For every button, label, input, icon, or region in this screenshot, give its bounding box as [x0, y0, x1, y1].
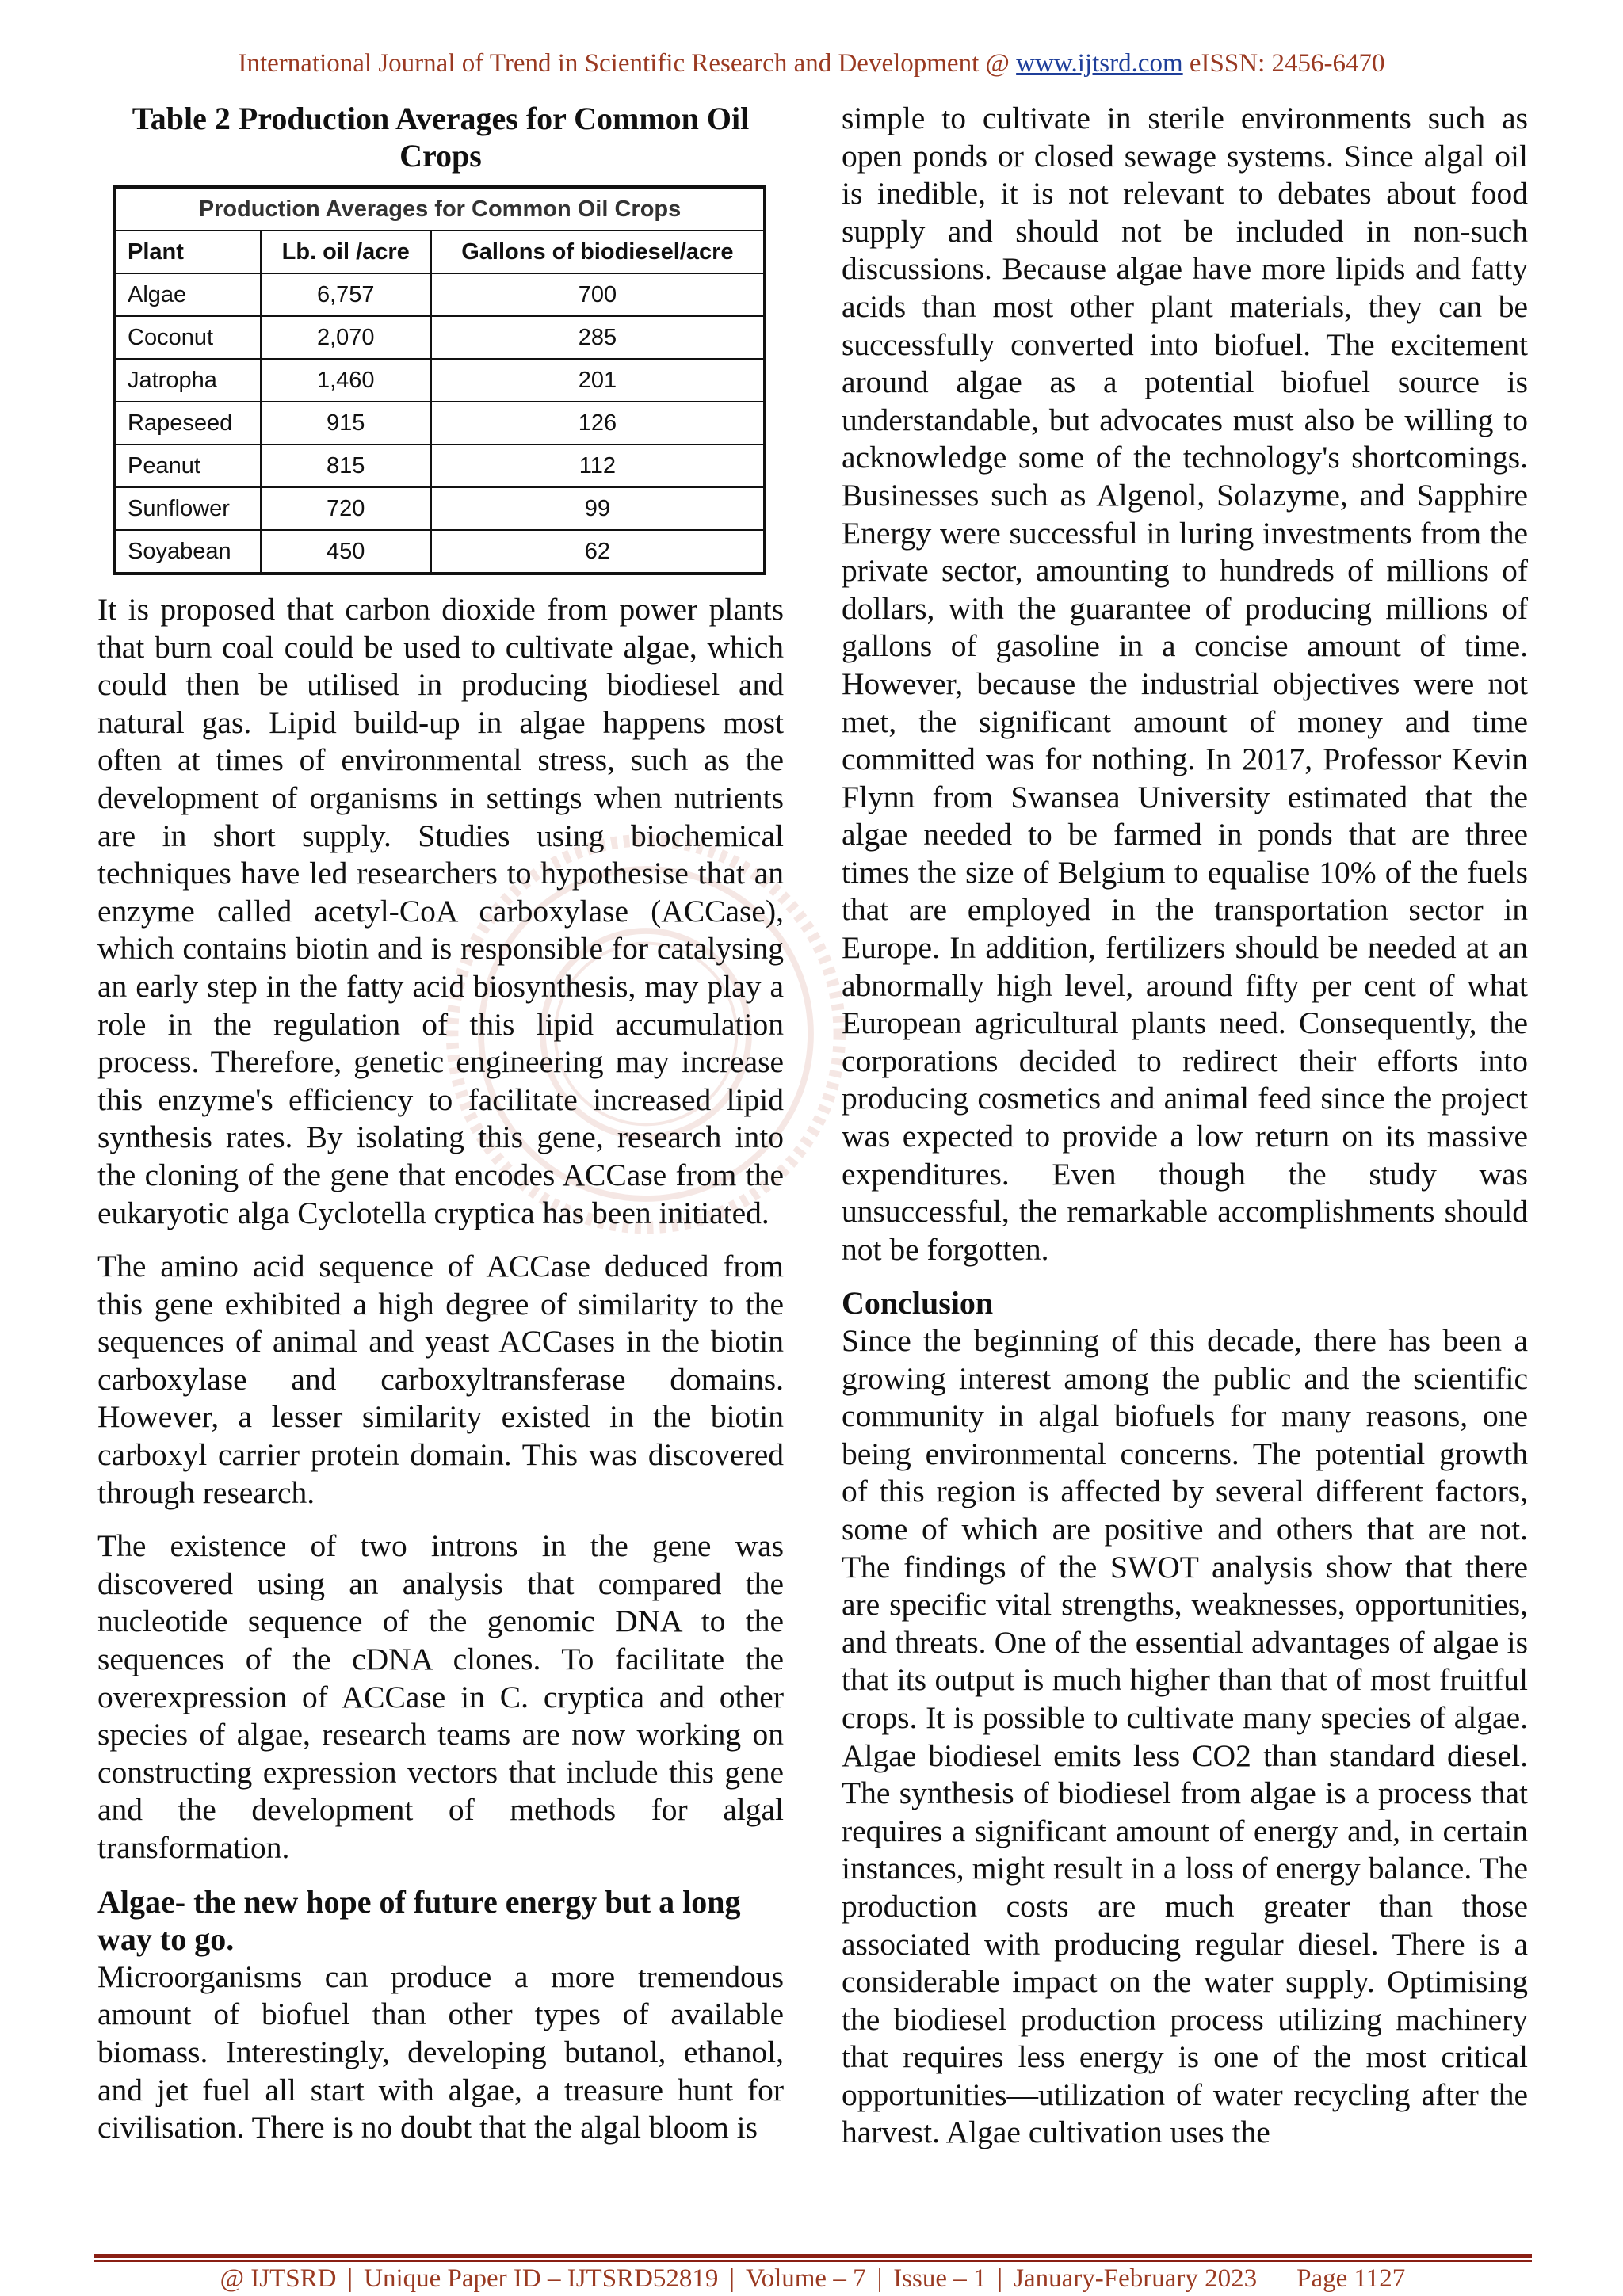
production-averages-table: [113, 185, 766, 575]
cell-plant: Sunflower: [115, 487, 261, 530]
table-row: [115, 359, 765, 402]
cell-gallons: 126: [431, 402, 765, 444]
cell-plant: Peanut: [115, 444, 261, 487]
column-header-plant: Plant: [115, 231, 261, 273]
table-row: [115, 530, 765, 574]
right-column: [842, 100, 1528, 2152]
cell-gallons: 700: [431, 273, 765, 316]
header-suffix: eISSN: 2456-6470: [1182, 49, 1385, 78]
cell-plant: Rapeseed: [115, 402, 261, 444]
table-row: [115, 444, 765, 487]
paragraph-co2-algae: It is proposed that carbon dioxide from power plants that burn coal could be used to cultivate algae, which could then be utilised in producing biodiesel and natural gas. Lipid build-up in algae happens most often at times of environmental stress, such as the development of organisms in settings when nutrients are in short supply. Studies using biochemical techniques have led researchers to hypothesise that an enzyme called acetyl-CoA carboxylase (ACCase), which contains biotin and is responsible for catalysing an early step in the fatty acid biosynthesis, may play a role in the regulation of this lipid accumulation process. Therefore, genetic engineering may increase this enzyme's efficiency to facilitate increased lipid synthesis rates. By isolating this gene, research into the cloning of the gene that encodes ACCase from the eukaryotic alga Cyclotella cryptica has been initiated.: [97, 592, 784, 1230]
paragraph-amino-acid: The amino acid sequence of ACCase deduced from this gene exhibited a high degree of similarity to the sequences of animal and yeast ACCases in the biotin carboxylase and carboxyltransferase domains. However, a lesser similarity existed in the biotin carboxyl carrier protein domain. This was discovered through research.: [97, 1249, 784, 1510]
table-row: [115, 487, 765, 530]
table-row: [115, 316, 765, 359]
cell-gallons: 99: [431, 487, 765, 530]
paragraph-conclusion: Since the beginning of this decade, there has been a growing interest among the public and the scientific community in algal biofuels for many reasons, one being environmental concerns. The potential growth of this region is affected by several different factors, some of which are positive and others that are not. The findings of the SWOT analysis show that there are specific vital strengths, weaknesses, opportunities, and threats. One of the essential advantages of algae is that its output is much higher than that of most fruitful crops. It is possible to cultivate many species of algae. Algae biodiesel emits less CO2 than standard diesel. The synthesis of biodiesel from algae is a process that requires a significant amount of energy and, in certain instances, might result in a loss of energy balance. The production costs are much greater than those associated with producing regular diesel. There is a considerable impact on the water supply. Optimising the biodiesel production process utilizing machinery that requires less energy is one of the most critical opportunities—utilization of water recycling after the harvest. Algae cultivation uses the: [842, 1323, 1528, 2150]
footer-journal: @ IJTSRD: [220, 2264, 337, 2293]
cell-plant: Algae: [115, 273, 261, 316]
cell-lb-oil: 2,070: [261, 316, 431, 359]
column-header-gallons: Gallons of biodiesel/acre: [431, 231, 765, 273]
footer-date: January-February 2023: [1014, 2264, 1258, 2293]
footer-issue: Issue – 1: [893, 2264, 987, 2293]
section-heading-conclusion: Conclusion: [842, 1285, 994, 1322]
cell-gallons: 285: [431, 316, 765, 359]
table-title: Production Averages for Common Oil Crops: [115, 187, 765, 231]
journal-link[interactable]: www.ijtsrd.com: [1016, 49, 1183, 78]
cell-gallons: 62: [431, 530, 765, 574]
running-header: [0, 49, 1623, 78]
cell-lb-oil: 915: [261, 402, 431, 444]
table-caption: Table 2 Production Averages for Common Oil Crops: [132, 101, 750, 174]
footer-rule: [94, 2254, 1532, 2258]
cell-lb-oil: 6,757: [261, 273, 431, 316]
cell-plant: Coconut: [115, 316, 261, 359]
paragraph-cultivation: simple to cultivate in sterile environments such as open ponds or closed sewage systems. Since algal oil is inedible, it is not relevant to debates about food supply and should not be included in non-such discussions. Because algae have more lipids and fatty acids than most other plant materials, they can be successfully converted into biofuel. The excitement around algae as a potential biofuel source is understandable, but advocates must also be willing to acknowledge some of the technology's shortcomings. Businesses such as Algenol, Solazyme, and Sapphire Energy were successful in luring investments from the private sector, amounting to hundreds of millions of dollars, with the guarantee of producing millions of gallons of gasoline in a concise amount of time. However, because the industrial objectives were not met, the significant amount of money and time committed was for nothing. In 2017, Professor Kevin Flynn from Swansea University estimated that the algae needed to be farmed in ponds that are three times the size of Belgium to equalise 10% of the fuels that are employed in the transportation sector in Europe. In addition, fertilizers should be needed at an abnormally high level, around fifty per cent of what European agricultural plants need. Consequently, the corporations decided to redirect their efforts into producing cosmetics and animal feed since the project was expected to provide a low return on its massive expenditures. Even though the study was unsuccessful, the remarkable accomplishments should not be forgotten.: [842, 101, 1528, 1267]
cell-plant: Jatropha: [115, 359, 261, 402]
cell-gallons: 112: [431, 444, 765, 487]
cell-lb-oil: 720: [261, 487, 431, 530]
cell-gallons: 201: [431, 359, 765, 402]
paragraph-introns: The existence of two introns in the gene was discovered using an analysis that compared the nucleotide sequence of the genomic DNA to the sequences of the cDNA clones. To facilitate the overexpression of ACCase in C. cryptica and other species of algae, research teams are now working on constructing expression vectors that include this gene and the development of methods for algal transformation.: [97, 1528, 784, 1865]
cell-lb-oil: 1,460: [261, 359, 431, 402]
footer-page-number: Page 1127: [1296, 2264, 1406, 2293]
column-header-lb-oil: Lb. oil /acre: [261, 231, 431, 273]
footer-paper-id: Unique Paper ID – IJTSRD52819: [364, 2264, 719, 2293]
cell-plant: Soyabean: [115, 530, 261, 574]
cell-lb-oil: 815: [261, 444, 431, 487]
header-prefix: International Journal of Trend in Scientific Research and Development @: [238, 49, 1017, 78]
page-footer: @ IJTSRD | Unique Paper ID – IJTSRD52819 | Volume – 7 | Issue – 1 | January-February 2023 Page 1127: [220, 2264, 1406, 2293]
table-row: [115, 273, 765, 316]
left-column: [97, 100, 784, 2147]
section-heading-algae-hope: Algae- the new hope of future energy but a long way to go.: [97, 1883, 741, 1958]
table-row: [115, 402, 765, 444]
cell-lb-oil: 450: [261, 530, 431, 574]
footer-volume: Volume – 7: [746, 2264, 866, 2293]
paragraph-microorganisms: Microorganisms can produce a more tremendous amount of biofuel than other types of available biomass. Interestingly, developing butanol, ethanol, and jet fuel all start with algae, a treasure hunt for civilisation. There is no doubt that the algal bloom is: [97, 1958, 784, 2145]
footer-rule-thin: [94, 2260, 1532, 2262]
